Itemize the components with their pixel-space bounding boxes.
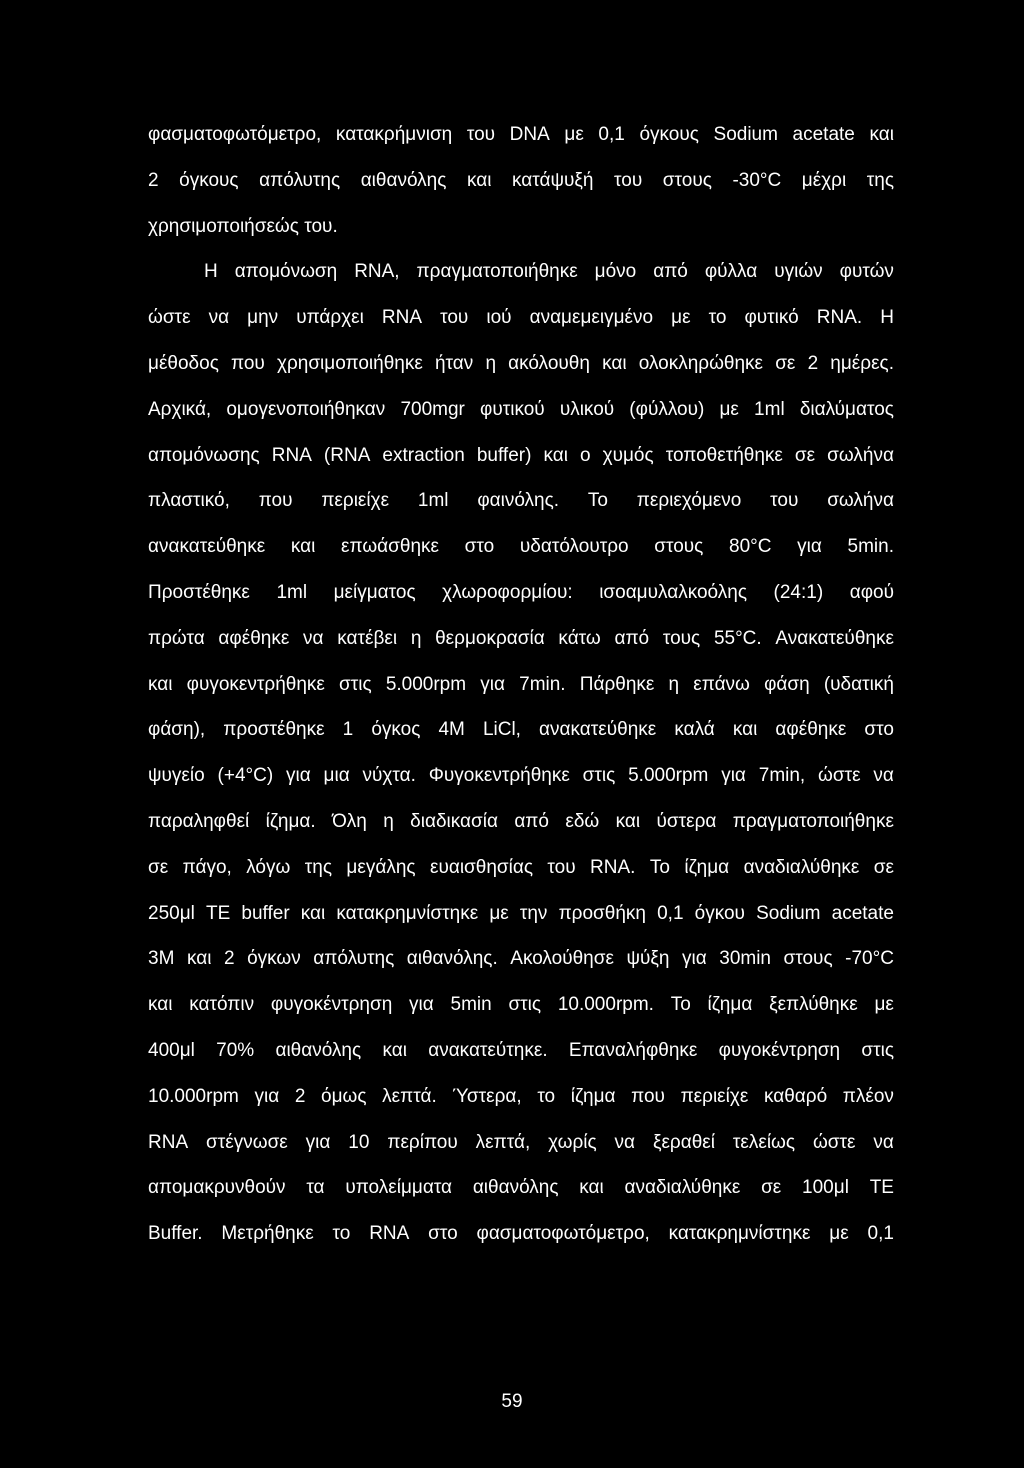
text-line: Η απομόνωση RNA, πραγματοποιήθηκε μόνο από φύλλα υγιών φυτών bbox=[204, 261, 894, 283]
text-line: σε πάγο, λόγω της μεγάλης ευαισθησίας του RNA. Το ίζημα αναδιαλύθηκε σε bbox=[148, 856, 894, 878]
text-line: ανακατεύθηκε και επωάσθηκε στο υδατόλουτρο στους 80°C για 5min. bbox=[148, 536, 894, 558]
text-line: φασματοφωτόμετρο, κατακρήμνιση του DNA με 0,1 όγκους Sodium acetate και bbox=[148, 124, 894, 145]
body-text bbox=[148, 112, 894, 1257]
text-line: χρησιμοποιήσεώς του. bbox=[148, 215, 338, 237]
text-line: 400μl 70% αιθανόλης και ανακατεύτηκε. Επαναλήφθηκε φυγοκέντρηση στις bbox=[148, 1039, 894, 1061]
text-line: πρώτα αφέθηκε να κατέβει η θερμοκρασία κάτω από τους 55°C. Ανακατεύθηκε bbox=[148, 627, 894, 649]
text-line: Αρχικά, ομογενοποιήθηκαν 700mgr φυτικού υλικού (φύλλου) με 1ml διαλύματος bbox=[148, 398, 894, 420]
text-line: φάση), προστέθηκε 1 όγκος 4M LiCl, ανακατεύθηκε καλά και αφέθηκε στο bbox=[148, 719, 894, 741]
text-line: απομόνωσης RNA (RNA extraction buffer) και ο χυμός τοποθετήθηκε σε σωλήνα bbox=[148, 444, 894, 466]
text-line: ώστε να μην υπάρχει RNA του ιού αναμεμειγμένο με το φυτικό RNA. Η bbox=[148, 307, 894, 329]
text-line: 250μl TE buffer και κατακρημνίστηκε με την προσθήκη 0,1 όγκου Sodium acetate bbox=[148, 902, 894, 924]
text-line: RNA στέγνωσε για 10 περίπου λεπτά, χωρίς να ξεραθεί τελείως ώστε να bbox=[148, 1131, 894, 1153]
page-number: 59 bbox=[501, 1391, 523, 1412]
text-line: πλαστικό, που περιείχε 1ml φαινόλης. Το περιεχόμενο του σωλήνα bbox=[148, 490, 894, 512]
text-line: μέθοδος που χρησιμοποιήθηκε ήταν η ακόλουθη και ολοκληρώθηκε σε 2 ημέρες. bbox=[148, 352, 894, 374]
text-line: 3M και 2 όγκων απόλυτης αιθανόλης. Ακολούθησε ψύξη για 30min στους -70°C bbox=[148, 948, 894, 970]
text-line: παραληφθεί ίζημα. Όλη η διαδικασία από εδώ και ύστερα πραγματοποιήθηκε bbox=[148, 810, 894, 832]
text-line: και κατόπιν φυγοκέντρηση για 5min στις 10.000rpm. Το ίζημα ξεπλύθηκε με bbox=[148, 994, 894, 1016]
text-line: Προστέθηκε 1ml μείγματος χλωροφορμίου: ισοαμυλαλκοόλης (24:1) αφού bbox=[148, 581, 894, 603]
text-line: Buffer. Μετρήθηκε το RNA στο φασματοφωτόμετρο, κατακρημνίστηκε με 0,1 bbox=[148, 1223, 894, 1245]
text-line: 2 όγκους απόλυτης αιθανόλης και κατάψυξή του στους -30°C μέχρι της bbox=[148, 169, 894, 191]
text-line: και φυγοκεντρήθηκε στις 5.000rpm για 7min. Πάρθηκε η επάνω φάση (υδατική bbox=[148, 673, 894, 695]
text-line: απομακρυνθούν τα υπολείμματα αιθανόλης και αναδιαλύθηκε σε 100μl TE bbox=[148, 1177, 894, 1199]
text-line: 10.000rpm για 2 όμως λεπτά. Ύστερα, το ίζημα που περιείχε καθαρό πλέον bbox=[148, 1085, 894, 1107]
text-line: ψυγείο (+4°C) για μια νύχτα. Φυγοκεντρήθηκε στις 5.000rpm για 7min, ώστε να bbox=[148, 765, 894, 787]
